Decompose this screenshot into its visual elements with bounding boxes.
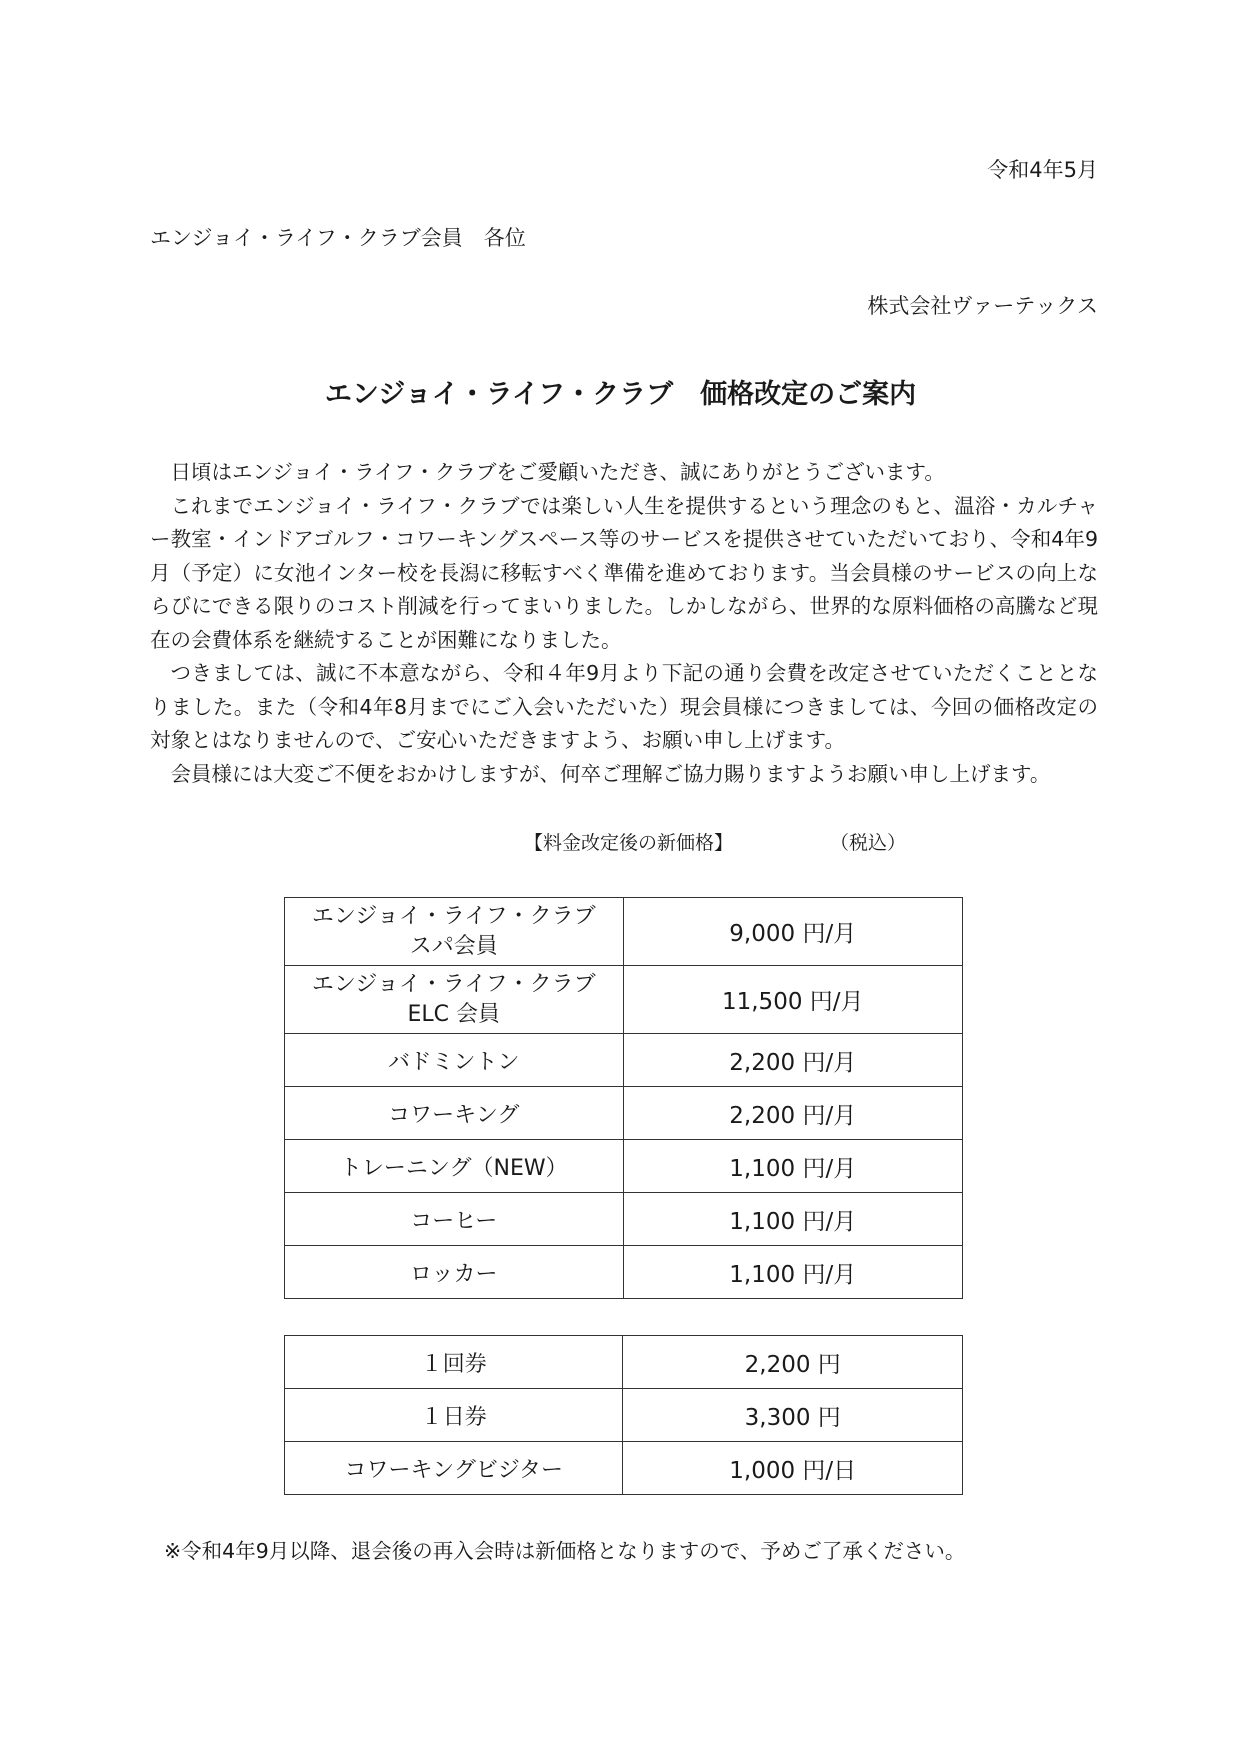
plan-name-line: ELC 会員	[407, 1001, 501, 1027]
body-paragraph: つきましては、誠に不本意ながら、令和４年9月より下記の通り会費を改定させていただくこととなりました。また（令和4年8月までにご入会いただいた）現会員様につきましては、今回の価格改定の対象とはなりませんので、ご安心いただきますよう、お願い申し上げます。	[150, 661, 1098, 752]
ticket-price-cell: 3,300 円	[623, 1389, 963, 1442]
membership-price-table	[284, 897, 963, 1299]
table-row	[285, 1087, 963, 1140]
plan-name-line: エンジョイ・ライフ・クラブ	[311, 971, 596, 997]
ticket-name-cell: コワーキングビジター	[285, 1442, 623, 1495]
plan-name-cell: ロッカー	[285, 1246, 624, 1299]
table-caption-title: 【料金改定後の新価格】	[524, 832, 734, 854]
recipient-line: エンジョイ・ライフ・クラブ会員 各位	[150, 226, 526, 250]
body-paragraph: 日頃はエンジョイ・ライフ・クラブをご愛顧いただき、誠にありがとうございます。	[170, 460, 945, 484]
plan-name-cell: コワーキング	[285, 1087, 624, 1140]
table-row	[285, 966, 963, 1034]
body-paragraph: これまでエンジョイ・ライフ・クラブでは楽しい人生を提供するという理念のもと、温浴・カルチャー教室・インドアゴルフ・コワーキングスペース等のサービスを提供させていただいており、令和4年9月（予定）に女池インター校を長潟に移転すべく準備を進めております。当会員様のサービスの向上ならびにできる限りのコスト削減を行ってまいりました。しかしながら、世界的な原料価格の高騰など現在の会費体系を継続することが困難になりました。	[150, 493, 1098, 652]
plan-name-line: エンジョイ・ライフ・クラブ	[311, 903, 596, 929]
plan-price-cell: 9,000 円/月	[623, 898, 962, 966]
plan-name-line: スパ会員	[409, 933, 498, 959]
table-row	[285, 1140, 963, 1193]
table-row	[285, 1389, 963, 1442]
table-row	[285, 898, 963, 966]
plan-name-cell: バドミントン	[285, 1034, 624, 1087]
table-row	[285, 1034, 963, 1087]
table-row	[285, 1246, 963, 1299]
ticket-name-cell: １回券	[285, 1336, 623, 1389]
document-title: エンジョイ・ライフ・クラブ 価格改定のご案内	[324, 379, 917, 410]
body-paragraph: 会員様には大変ご不便をおかけしますが、何卒ご理解ご協力賜りますようお願い申し上げます。	[170, 761, 1051, 786]
body-text	[150, 456, 1098, 791]
plan-name-cell	[285, 898, 624, 966]
plan-price-cell: 1,100 円/月	[623, 1140, 962, 1193]
plan-price-cell: 1,100 円/月	[623, 1246, 962, 1299]
ticket-name-cell: １日券	[285, 1389, 623, 1442]
sender-company: 株式会社ヴァーテックス	[867, 294, 1098, 318]
plan-price-cell: 2,200 円/月	[623, 1034, 962, 1087]
ticket-price-cell: 1,000 円/日	[623, 1442, 963, 1495]
plan-price-cell: 2,200 円/月	[623, 1087, 962, 1140]
plan-name-cell: コーヒー	[285, 1193, 624, 1246]
document-date: 令和4年5月	[987, 158, 1098, 182]
plan-price-cell: 1,100 円/月	[623, 1193, 962, 1246]
plan-price-cell: 11,500 円/月	[623, 966, 962, 1034]
table-row	[285, 1336, 963, 1389]
ticket-price-cell: 2,200 円	[623, 1336, 963, 1389]
table-row	[285, 1442, 963, 1495]
plan-name-cell: トレーニング（NEW）	[285, 1140, 624, 1193]
footnote: ※令和4年9月以降、退会後の再入会時は新価格となりますので、予めご了承ください。	[164, 1539, 966, 1563]
tax-included-note: （税込）	[830, 832, 907, 854]
plan-name-cell	[285, 966, 624, 1034]
table-row	[285, 1193, 963, 1246]
ticket-price-table	[284, 1335, 963, 1495]
